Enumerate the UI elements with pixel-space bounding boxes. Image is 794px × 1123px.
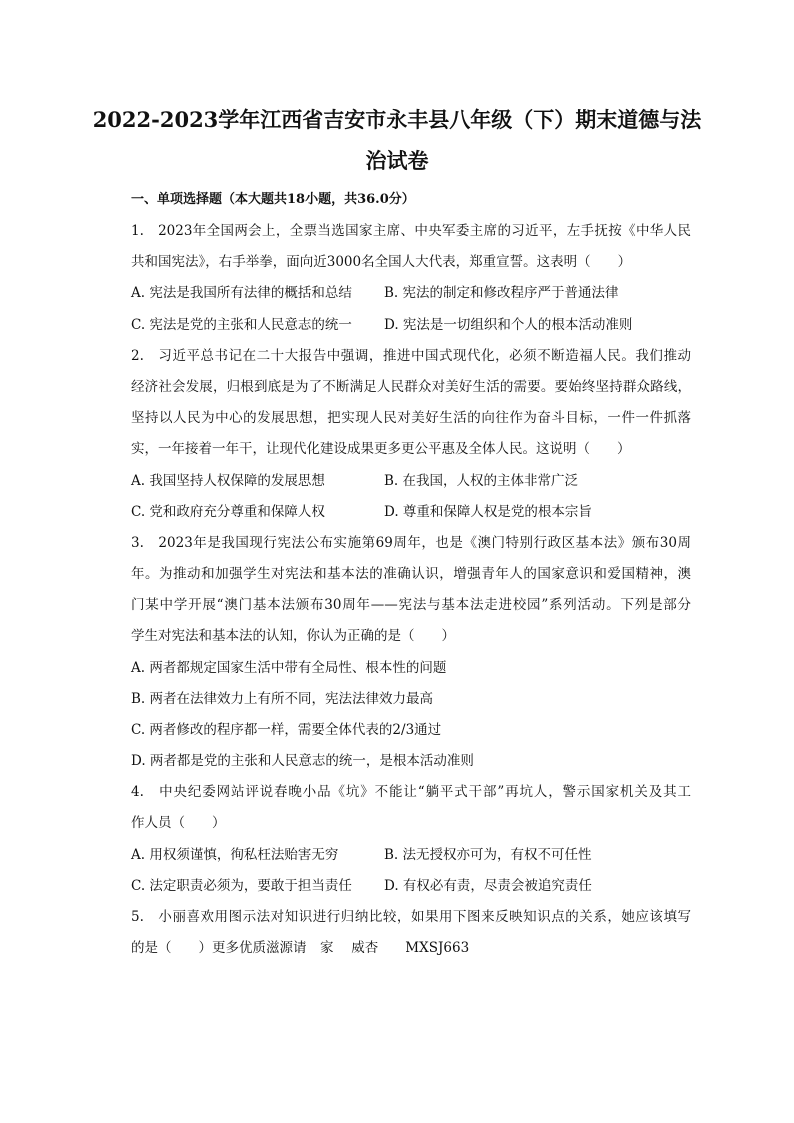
q2-stem-line-4: 实，一年接着一年干，让现代化建设成果更多更公平惠及全体人民。这说明（ ） xyxy=(131,441,631,457)
q3-option-c: C. 两者修改的程序都一样，需要全体代表的2/3通过 xyxy=(131,722,442,738)
q2-stem-line-2: 经济社会发展，归根到底是为了不断满足人民群众对美好生活的需要。要始终坚持群众路线， xyxy=(131,379,691,395)
q3-stem-line-2: 年。为推动和加强学生对宪法和基本法的准确认识，增强青年人的国家意识和爱国精神，澳 xyxy=(131,566,691,582)
q2-option-c: C. 党和政府充分尊重和保障人权 xyxy=(131,504,325,520)
q4-stem-line-2: 作人员（ ） xyxy=(131,815,226,831)
q3-stem-line-3: 门某中学开展“澳门基本法颁布30周年——宪法与基本法走进校园”系列活动。下列是部分 xyxy=(131,597,691,613)
q2-option-a: A. 我国坚持人权保障的发展思想 xyxy=(131,473,325,489)
q3-option-b: B. 两者在法律效力上有所不同，宪法法律效力最高 xyxy=(131,691,434,707)
q4-option-d: D. 有权必有责，尽责会被追究责任 xyxy=(384,878,592,894)
q1-stem-line-2: 共和国宪法》，右手举拳，面向近3000名全国人大代表，郑重宣誓。这表明（ ） xyxy=(131,254,632,270)
q3-stem-line-1: 3. 2023年是我国现行宪法公布实施第69周年，也是《澳门特别行政区基本法》颁布30周 xyxy=(131,535,691,551)
q3-option-d: D. 两者都是党的主张和人民意志的统一，是根本活动准则 xyxy=(131,753,474,769)
q4-stem-line-1: 4. 中央纪委网站评说春晚小品《坑》不能让“躺平式干部”再坑人，警示国家机关及其工 xyxy=(131,784,691,800)
q2-option-b: B. 在我国，人权的主体非常广泛 xyxy=(384,473,579,489)
q1-option-d: D. 宪法是一切组织和个人的根本活动准则 xyxy=(384,317,633,333)
exam-title-line-2: 治试卷 xyxy=(365,148,429,173)
q4-option-a: A. 用权须谨慎，徇私枉法贻害无穷 xyxy=(131,847,339,863)
q3-option-a: A. 两者都规定国家生活中带有全局性、根本性的问题 xyxy=(131,660,447,676)
q2-stem-line-3: 坚持以人民为中心的发展思想，把实现人民对美好生活的向往作为奋斗目标，一件一件抓落 xyxy=(131,410,691,426)
q1-option-c: C. 宪法是党的主张和人民意志的统一 xyxy=(131,317,352,333)
q5-stem-line-2: 的是（ ）更多优质滋源请 家 威杏 MXSJ663 xyxy=(131,940,470,956)
q1-stem-line-1: 1. 2023年全国两会上，全票当选国家主席、中央军委主席的习近平，左手抚按《中华人民 xyxy=(131,223,691,239)
q4-option-b: B. 法无授权亦可为，有权不可任性 xyxy=(384,847,592,863)
q2-option-d: D. 尊重和保障人权是党的根本宗旨 xyxy=(384,504,592,520)
q5-stem-line-1: 5. 小丽喜欢用图示法对知识进行归纳比较，如果用下图来反映知识点的关系，她应该填写 xyxy=(131,909,691,925)
exam-title-line-1: 2022-2023学年江西省吉安市永丰县八年级（下）期末道德与法 xyxy=(92,107,702,132)
section-heading: 一、单项选择题（本大题共18小题，共36.0分） xyxy=(131,192,415,207)
q1-option-b: B. 宪法的制定和修改程序严于普通法律 xyxy=(384,285,619,301)
q4-option-c: C. 法定职责必须为，要敢于担当责任 xyxy=(131,878,352,894)
q2-stem-line-1: 2. 习近平总书记在二十大报告中强调，推进中国式现代化，必须不断造福人民。我们推动 xyxy=(131,348,691,364)
q1-option-a: A. 宪法是我国所有法律的概括和总结 xyxy=(131,285,352,301)
q3-stem-line-4: 学生对宪法和基本法的认知，你认为正确的是（ ） xyxy=(131,628,455,644)
